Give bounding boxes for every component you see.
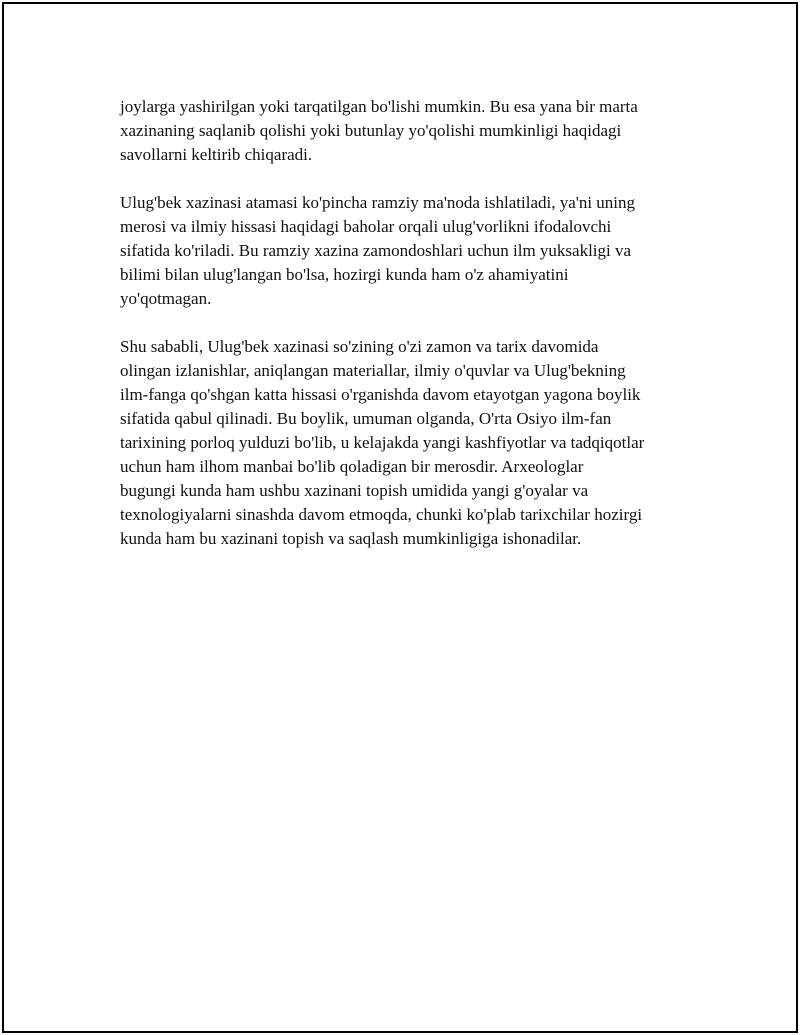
text-line: joylarga yashirilgan yoki tarqatilgan bo'lishi mumkin. Bu esa yana bir marta (120, 97, 638, 116)
text-line: Ulug'bek xazinasi atamasi ko'pincha ramziy ma'noda ishlatiladi, ya'ni uning (120, 193, 636, 212)
text-line: sifatida ko'riladi. Bu ramziy xazina zamondoshlari uchun ilm yuksakligi va (120, 241, 632, 260)
paragraph-3 (120, 335, 710, 551)
text-line: yo'qotmagan. (120, 289, 212, 308)
text-line: merosi va ilmiy hissasi haqidagi baholar orqali ulug'vorlikni ifodalovchi (120, 217, 612, 236)
text-line: bilimi bilan ulug'langan bo'lsa, hozirgi kunda ham o'z ahamiyatini (120, 265, 569, 284)
text-line: xazinaning saqlanib qolishi yoki butunlay yo'qolishi mumkinligi haqidagi (120, 121, 622, 140)
text-line: ilm-fanga qo'shgan katta hissasi o'rganishda davom etayotgan yagona boylik (120, 385, 641, 404)
paragraph-2 (120, 191, 710, 311)
text-line: kunda ham bu xazinani topish va saqlash mumkinligiga ishonadilar. (120, 529, 582, 548)
text-line: uchun ham ilhom manbai bo'lib qoladigan bir merosdir. Arxeologlar (120, 457, 584, 476)
text-line: Shu sababli, Ulug'bek xazinasi so'zining o'zi zamon va tarix davomida (120, 337, 599, 356)
text-line: bugungi kunda ham ushbu xazinani topish umidida yangi g'oyalar va (120, 481, 589, 500)
document-page (2, 2, 798, 1033)
text-line: texnologiyalarni sinashda davom etmoqda, chunki ko'plab tarixchilar hozirgi (120, 505, 643, 524)
text-line: sifatida qabul qilinadi. Bu boylik, umuman olganda, O'rta Osiyo ilm-fan (120, 409, 612, 428)
text-line: olingan izlanishlar, aniqlangan materiallar, ilmiy o'quvlar va Ulug'bekning (120, 361, 626, 380)
text-line: tarixining porloq yulduzi bo'lib, u kelajakda yangi kashfiyotlar va tadqiqotlar (120, 433, 645, 452)
paragraph-1 (120, 95, 710, 167)
document-body (120, 95, 710, 575)
text-line: savollarni keltirib chiqaradi. (120, 145, 313, 164)
